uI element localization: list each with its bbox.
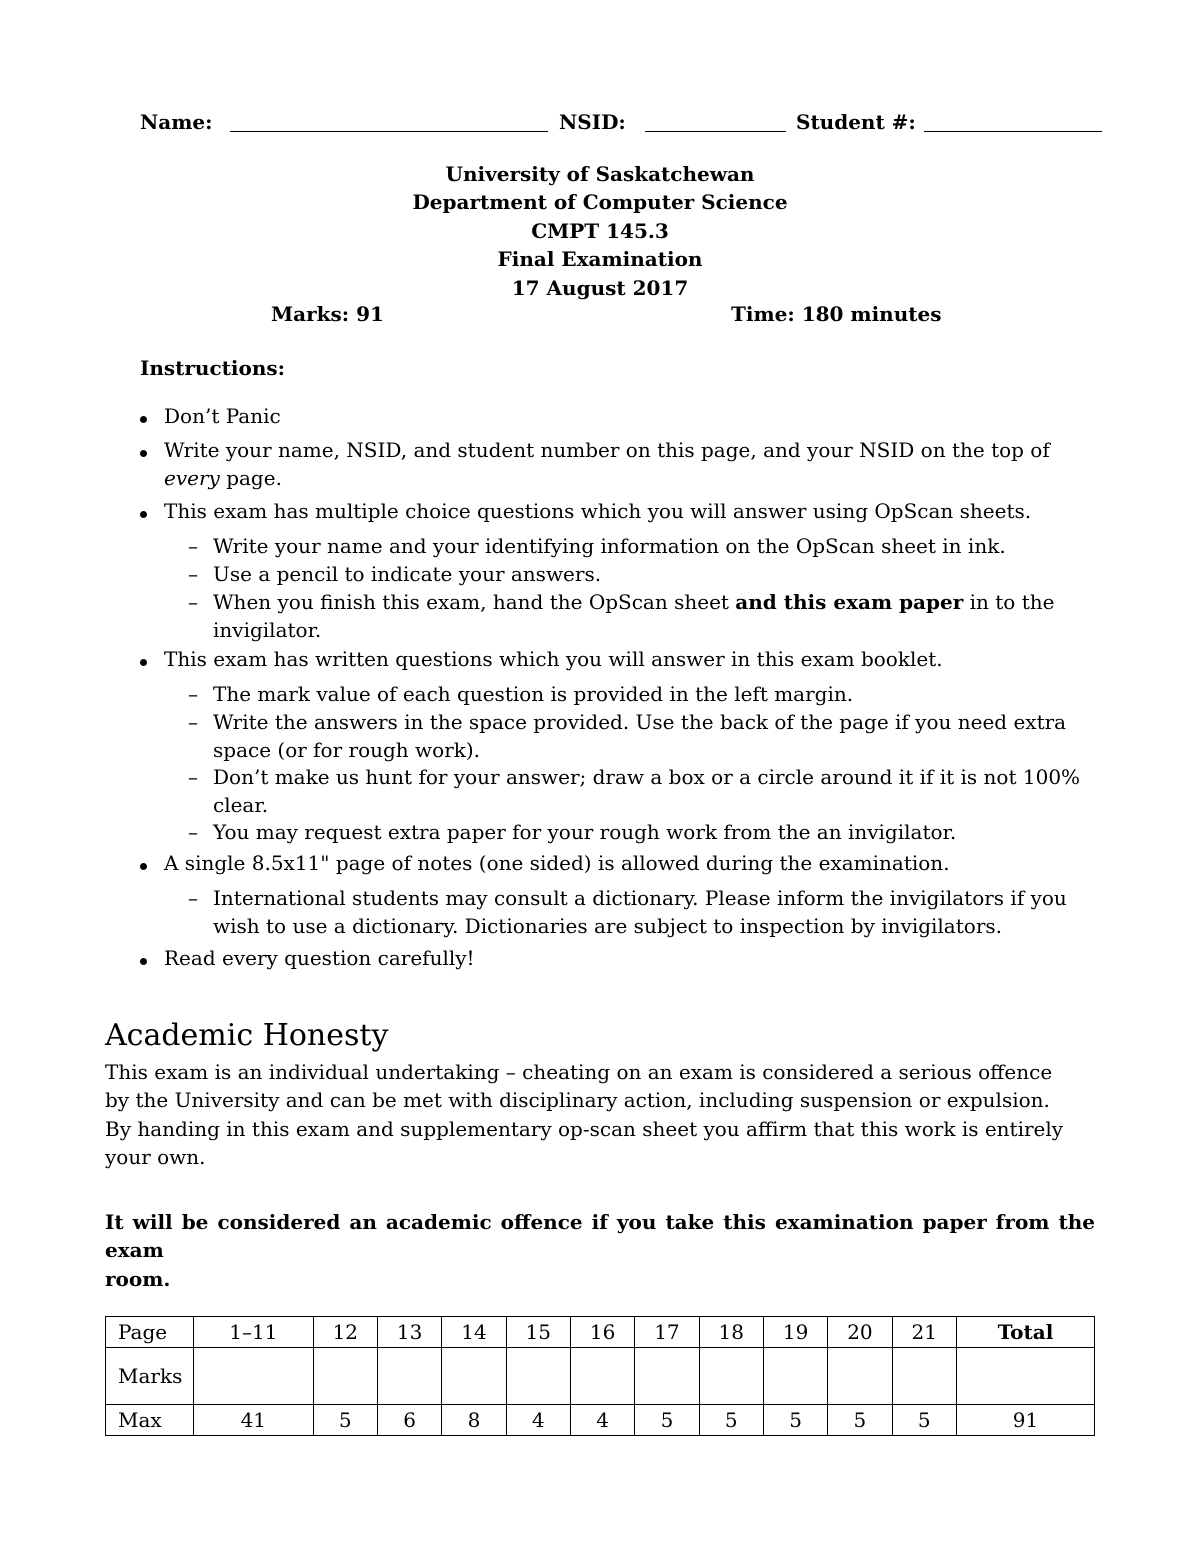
name-label: Name: xyxy=(140,110,213,134)
list-item: Don’t Panic xyxy=(164,404,281,428)
sub-list-item: Use a pencil to indicate your answers. xyxy=(213,562,602,586)
table-cell: 16 xyxy=(570,1317,634,1348)
list-item: Write your name, NSID, and student number on this page, and your NSID on the top of every page. xyxy=(164,438,1050,490)
table-cell: 5 xyxy=(828,1405,892,1436)
bullet-icon xyxy=(140,436,147,464)
nsid-blank xyxy=(645,131,786,132)
table-cell: 17 xyxy=(635,1317,699,1348)
table-cell: 5 xyxy=(313,1405,377,1436)
emphasis-every: every xyxy=(164,466,220,490)
academic-offence-warning: It will be considered an academic offence if you take this examination paper from the exam room. xyxy=(105,1210,1095,1291)
table-cell: 19 xyxy=(763,1317,827,1348)
table-row xyxy=(106,1348,1095,1405)
dash-icon: – xyxy=(188,820,198,844)
dash-icon: – xyxy=(188,590,198,614)
table-cell xyxy=(194,1348,314,1405)
table-cell: 18 xyxy=(699,1317,763,1348)
table-cell: 20 xyxy=(828,1317,892,1348)
list-item: This exam has multiple choice questions which you will answer using OpScan sheets. xyxy=(164,499,1032,523)
bullet-icon xyxy=(140,402,147,430)
table-cell: 4 xyxy=(570,1405,634,1436)
exam-type: Final Examination xyxy=(497,247,703,272)
table-cell: 12 xyxy=(313,1317,377,1348)
table-cell xyxy=(377,1348,441,1405)
table-cell xyxy=(763,1348,827,1405)
table-cell: 21 xyxy=(892,1317,956,1348)
table-cell xyxy=(828,1348,892,1405)
academic-honesty-heading: Academic Honesty xyxy=(105,1018,389,1053)
table-cell: Max xyxy=(106,1405,194,1436)
list-item: This exam has written questions which you will answer in this exam booklet. xyxy=(164,647,943,671)
sub-list-item: Don’t make us hunt for your answer; draw a box or a circle around it if it is not 100% clear. xyxy=(213,765,1081,817)
table-cell: Page xyxy=(106,1317,194,1348)
university-name: University of Saskatchewan xyxy=(445,162,755,186)
table-cell xyxy=(635,1348,699,1405)
dash-icon: – xyxy=(188,710,198,734)
sub-list-item: You may request extra paper for your rough work from the an invigilator. xyxy=(213,820,957,844)
sub-list-item: International students may consult a dictionary. Please inform the invigilators if you wish to use a dictionary. Dictionaries are subject to inspection by invigilators. xyxy=(213,886,1067,938)
table-cell: 5 xyxy=(699,1405,763,1436)
dash-icon: – xyxy=(188,765,198,789)
table-cell: 15 xyxy=(506,1317,570,1348)
bullet-icon xyxy=(140,645,147,673)
table-cell: 1–11 xyxy=(194,1317,314,1348)
table-cell xyxy=(506,1348,570,1405)
table-cell xyxy=(956,1348,1094,1405)
marks-table xyxy=(105,1316,1095,1436)
course-code: CMPT 145.3 xyxy=(531,218,669,243)
exam-duration: Time: 180 minutes xyxy=(731,302,942,326)
dash-icon: – xyxy=(188,534,198,558)
table-cell: 5 xyxy=(892,1405,956,1436)
bullet-icon xyxy=(140,944,147,972)
total-marks: Marks: 91 xyxy=(271,302,384,326)
table-cell: Marks xyxy=(106,1348,194,1405)
department-name: Department of Computer Science xyxy=(412,190,788,215)
table-cell: 13 xyxy=(377,1317,441,1348)
table-cell xyxy=(313,1348,377,1405)
table-cell: 8 xyxy=(442,1405,506,1436)
instructions-heading: Instructions: xyxy=(140,356,286,380)
student-number-label: Student #: xyxy=(796,110,916,134)
dash-icon: – xyxy=(188,886,198,910)
name-blank xyxy=(230,131,548,132)
dash-icon: – xyxy=(188,682,198,706)
sub-list-item: When you finish this exam, hand the OpScan sheet and this exam paper in to the invigilator. xyxy=(213,590,1055,642)
student-id-line xyxy=(140,110,1102,140)
sub-list-item: The mark value of each question is provided in the left margin. xyxy=(213,682,854,706)
sub-list-item: Write your name and your identifying information on the OpScan sheet in ink. xyxy=(213,534,1006,558)
table-cell: 6 xyxy=(377,1405,441,1436)
table-cell xyxy=(570,1348,634,1405)
table-cell: 41 xyxy=(194,1405,314,1436)
exam-date: 17 August 2017 xyxy=(511,275,689,300)
list-item: A single 8.5x11" page of notes (one sided) is allowed during the examination. xyxy=(164,851,950,875)
nsid-label: NSID: xyxy=(559,110,626,134)
academic-honesty-text: This exam is an individual undertaking – cheating on an exam is considered a serious offence by the University and can be met with disciplinary action, including suspension or expulsion. By handing in this exam and supplementary op-scan sheet you affirm that this work is entirely your own. xyxy=(105,1060,1064,1170)
table-cell xyxy=(892,1348,956,1405)
table-cell: 4 xyxy=(506,1405,570,1436)
table-row xyxy=(106,1405,1095,1436)
table-cell: Total xyxy=(956,1317,1094,1348)
table-cell: 5 xyxy=(635,1405,699,1436)
student-number-blank xyxy=(924,131,1102,132)
table-cell: 91 xyxy=(956,1405,1094,1436)
sub-list-item: Write the answers in the space provided. Use the back of the page if you need extra space (or for rough work). xyxy=(213,710,1067,762)
exam-title-block xyxy=(0,160,1200,302)
table-row xyxy=(106,1317,1095,1348)
table-cell: 14 xyxy=(442,1317,506,1348)
bullet-icon xyxy=(140,497,147,525)
dash-icon: – xyxy=(188,562,198,586)
bullet-icon xyxy=(140,849,147,877)
table-cell: 5 xyxy=(763,1405,827,1436)
table-cell xyxy=(442,1348,506,1405)
table-cell xyxy=(699,1348,763,1405)
list-item: Read every question carefully! xyxy=(164,946,475,970)
